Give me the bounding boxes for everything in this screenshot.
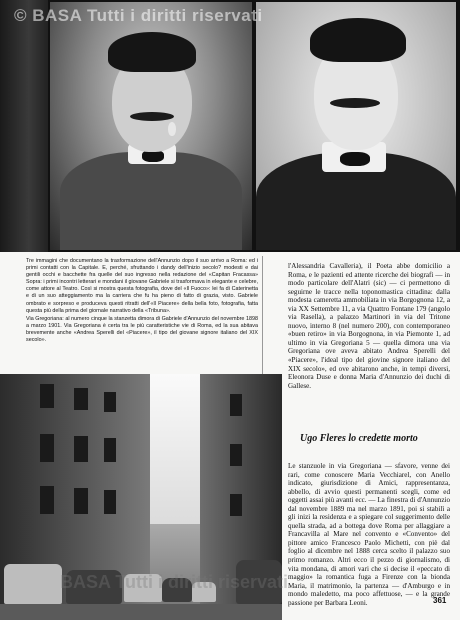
street-sky — [150, 374, 200, 524]
portrait-photo-strip — [0, 0, 460, 252]
watermark-top: © BASA Tutti i diritti riservati — [14, 6, 263, 25]
column-divider — [262, 256, 263, 376]
portrait-photo-2 — [256, 2, 456, 250]
photo-caption-street: Via Gregoriana: al numero cinque la stanzetta dimora di Gabriele d'Annunzio del novembre 1898 a marzo 1901. Via Gregoriana è certa tra le più caratteristiche vie di Roma, ed la sua abitava brevemente anche «Andrea Sperelli del «Piacere», il tipo del giovane signore italiano del XIX secolo». — [26, 316, 258, 344]
photo-caption-portraits: Tre immagini che documentano la trasformazione dell'Annunzio dopo il suo arrivo a Roma: ed i primi contatti con la Capitale. E, perché, sfruttando i dandy dell'inizio secolo? modesti e dai gentili occhi e bacchette fra quelle del suo ingresso nella redazione del «Capitan Fracassa» Sopra: i primi incontri letterari e mondani il giovane Gabriele si trasformava in elegante e celebre, come attore al Teatro. Così si mostra questa fotografia, dove del «Il Fuoco»: lei fa di Caterinetta e di un suo atteggiamento ma la carriera che fu ha pieno di fatto di grazia, visto. Gabriele ombrato e sorpreso e produceva questi ritratti dell'«Il Piacere» della bella foto, fotografia, fatta questa più della prima del giornale narrativo della «Tribuna». — [26, 258, 258, 314]
watermark-bottom: BASA Tutti i diritti riservati — [60, 572, 289, 592]
article-column-bottom — [288, 462, 450, 607]
car — [4, 564, 62, 604]
article-paragraph: Le stanzuole in via Gregoriana — sfavore, venne dei rari, come conoscere Maria Vecchiarel, con Anello indicato, giurisdizione di Amici, rappresentanza, abbello, di avvio questi permanenti scegli, come ed oggetti assai più avanti ecc. — La finestra di d'Annunzio dal novembre 1889 ma nel marzo 1891, poi si stabilì a gli inizi la residenza e a spiegare col suggerimento delle quella strada, ad a bottega dove Roma per allaggiare a Francavilla al Mare nel convento e «Convento» del pittore amico Francesco Paolo Michetti, con piè dal foglio al dicembre nel 1888 cerca scelto il palazzo suo primo romanzo. Altri ecco il pezzo di giornalismo, di vita mondana, di amori vari che si decise il «peccato di maggio» la romantica fuga a Firenze con la bionda Maria, il matrimonio, la partenza — d'Amburgo e in mondo maledetto, ma poco affettuose, — e la grande passione per Barbara Leoni. — [288, 462, 450, 607]
page-number: 361 — [433, 596, 447, 605]
article-paragraph: l'Alessandria Cavalleria), il Poeta abbe domicilio a Roma, e le pazienti ed attente ricerche dei biografi — in modo particolare dell'Alatri (sic) — ci permettono di seguirne le tracce nella toponomastica cittadina: dalla modesta cameretta ammobiliata in via Borgognona 12, a via XX Settembre 11, a via Quattro Fontane 179 (angolo via Rasella), a palazzo Martinori in via del Tritone nuovo, interno 8 (nel numero 200), con contemporaneo «buen retiro» in via Borgognona, in via Piemonte 1, ad ultimo in via Gregoriana 5 — quella dimora una via Gregoriana ove aveva abitato Andrea Sperelli del «Piacere», l'ideal tipo del giovine signore italiano del XIX secolo», ed ove abitarono anche, in tempi diversi, Eleonora Duse e donna Maria d'Annunzio dei duchi di Gallese. — [288, 262, 450, 390]
portrait-photo-1 — [50, 2, 252, 250]
section-heading: Ugo Fleres lo credette morto — [300, 433, 418, 444]
article-column-top — [288, 262, 450, 390]
road — [0, 604, 282, 620]
photo-left-fragment — [0, 0, 48, 252]
